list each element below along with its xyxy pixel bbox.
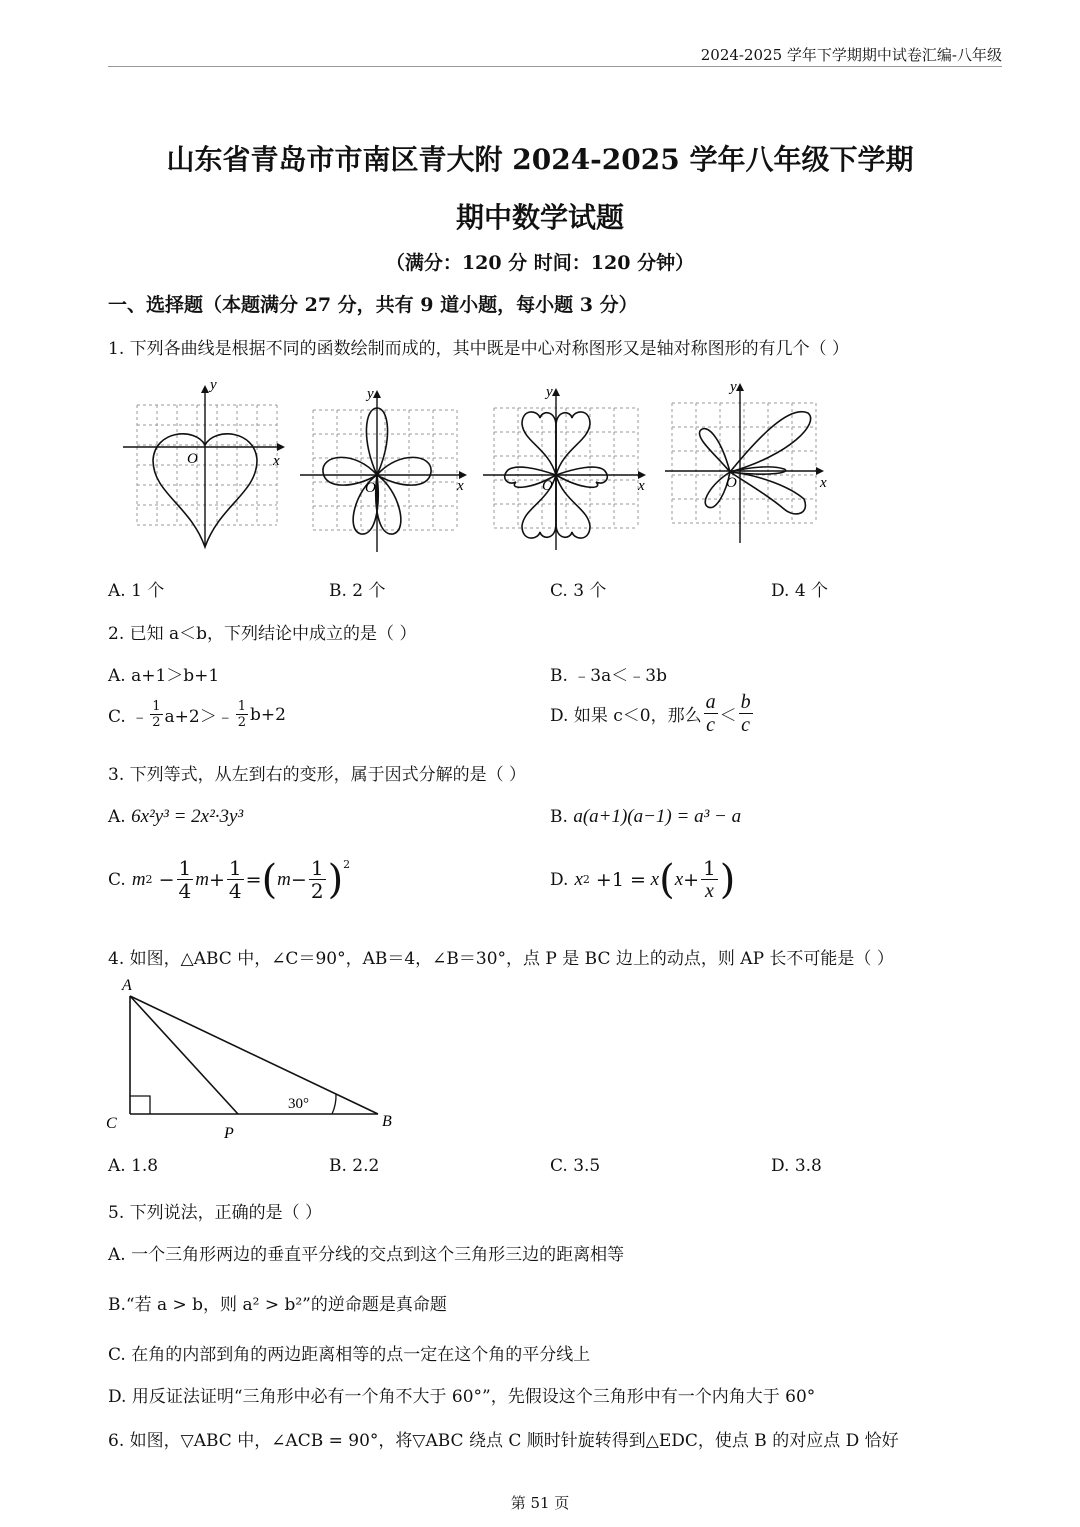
q4-option-d: D. 3.8	[771, 1156, 822, 1176]
q1-graph-asymmetric-petals	[660, 375, 840, 555]
q1-option-d: D. 4 个	[771, 581, 829, 601]
q3-option-d: D. x 2 +1 = x ( x + $\frac{1}{x}$ )	[550, 856, 736, 903]
q1-origin-label: O	[365, 480, 376, 496]
q4-option-c: C. 3.5	[550, 1156, 601, 1176]
q1-y-label: y	[367, 386, 374, 402]
q2-option-d	[550, 692, 755, 735]
question-5-stem: 5. 下列说法，正确的是（ ）	[108, 1203, 323, 1223]
q3-option-b: B. a(a+1)(a−1) = a³ − a	[550, 806, 742, 827]
exam-meta: （满分：120 分 时间：120 分钟）	[385, 252, 695, 274]
q1-graph-four-petal	[295, 380, 475, 560]
q1-origin-label: O	[542, 478, 553, 494]
page-header: 2024-2025 学年下学期期中试卷汇编-八年级	[700, 46, 1002, 64]
q1-y-label: y	[210, 377, 217, 393]
q4-side-ab	[130, 996, 378, 1114]
q1-x-label: x	[820, 475, 827, 491]
question-6-stem: 6. 如图，▽ABC 中，∠ACB = 90°，将▽ABC 绕点 C 顺时针旋转得到△EDC，使点 B 的对应点 D 恰好	[108, 1431, 899, 1451]
q4-label-c: C	[106, 1115, 117, 1132]
q5-option-d: D. 用反证法证明“三角形中必有一个角不大于 60°”，先假设这个三角形中有一个内角大于 60°	[108, 1387, 816, 1407]
q5-option-b: B.“若 a > b，则 a² > b²”的逆命题是真命题	[108, 1295, 447, 1315]
page-number: 第 51 页	[510, 1494, 570, 1512]
q1-x-label: x	[638, 478, 645, 494]
q5-option-a: A. 一个三角形两边的垂直平分线的交点到这个三角形三边的距离相等	[108, 1245, 625, 1265]
q5-option-c: C. 在角的内部到角的两边距离相等的点一定在这个角的平分线上	[108, 1345, 591, 1365]
q2-option-b: B. ﹣3a＜﹣3b	[550, 666, 667, 686]
q2-option-a: A. a+1＞b+1	[108, 666, 220, 686]
q2-option-c	[108, 700, 286, 729]
q4-triangle-figure	[100, 970, 410, 1145]
question-1-stem: 1. 下列各曲线是根据不同的函数绘制而成的，其中既是中心对称图形又是轴对称图形的有几个（ ）	[108, 339, 850, 359]
q1-x-label: x	[273, 453, 280, 469]
q1-graph-four-hearts	[478, 378, 658, 558]
q1-origin-label: O	[726, 475, 737, 491]
q1-option-a: A. 1 个	[108, 581, 165, 601]
q4-option-a: A. 1.8	[108, 1156, 159, 1176]
question-3-stem: 3. 下列等式，从左到右的变形，属于因式分解的是（ ）	[108, 765, 527, 785]
q1-option-c: C. 3 个	[550, 581, 607, 601]
q4-label-p: P	[224, 1125, 234, 1142]
q1-y-label: y	[546, 384, 553, 400]
q2-c-fraction-2: $\frac{1}{2}$	[237, 699, 246, 730]
section-heading: 一、选择题（本题满分 27 分，共有 9 道小题，每小题 3 分）	[108, 294, 638, 316]
q4-angle-label: 30°	[288, 1096, 309, 1112]
q1-y-label: y	[730, 379, 737, 395]
question-4-stem: 4. 如图，△ABC 中，∠C＝90°，AB＝4，∠B＝30°，点 P 是 BC 边上的动点，则 AP 长不可能是（ ）	[108, 949, 894, 969]
q1-origin-label: O	[187, 451, 198, 467]
q2-d-prefix: D. 如果 c＜0，那么	[550, 706, 702, 726]
q2-c-fraction-1: $\frac{1}{2}$	[152, 699, 161, 730]
q2-c-prefix: C. ﹣	[108, 707, 149, 727]
q1-x-label: x	[457, 478, 464, 494]
q2-d-fraction-b: $\frac{b}{c}$	[740, 691, 751, 736]
q3-b-expression: a(a+1)(a−1) = a³ − a	[573, 806, 742, 827]
q1-option-b: B. 2 个	[329, 581, 386, 601]
header-divider	[108, 66, 1002, 67]
q4-label-a: A	[122, 977, 132, 994]
q2-c-end: b+2	[249, 704, 286, 725]
q4-option-b: B. 2.2	[329, 1156, 380, 1176]
q4-label-b: B	[382, 1113, 392, 1130]
document-title-line1: 山东省青岛市市南区青大附 2024-2025 学年八年级下学期	[166, 143, 914, 176]
q3-a-expression: 6x²y³ = 2x²·3y³	[131, 806, 244, 827]
document-title-line2: 期中数学试题	[455, 201, 624, 234]
q1-graph-heart	[115, 375, 295, 555]
q3-option-a: A. 6x²y³ = 2x²·3y³	[108, 806, 244, 827]
q2-d-fraction-a: $\frac{a}{c}$	[705, 691, 716, 736]
question-2-stem: 2. 已知 a＜b，下列结论中成立的是（ ）	[108, 624, 417, 644]
q3-option-c: C. m 2 − $\frac{1}{4}$ m + $\frac{1}{4}$ = ( m − $\frac{1}{2}$ ) 2	[108, 856, 351, 903]
q2-d-less-than: ＜	[719, 706, 737, 726]
q2-c-middle: a+2＞﹣	[164, 707, 234, 727]
